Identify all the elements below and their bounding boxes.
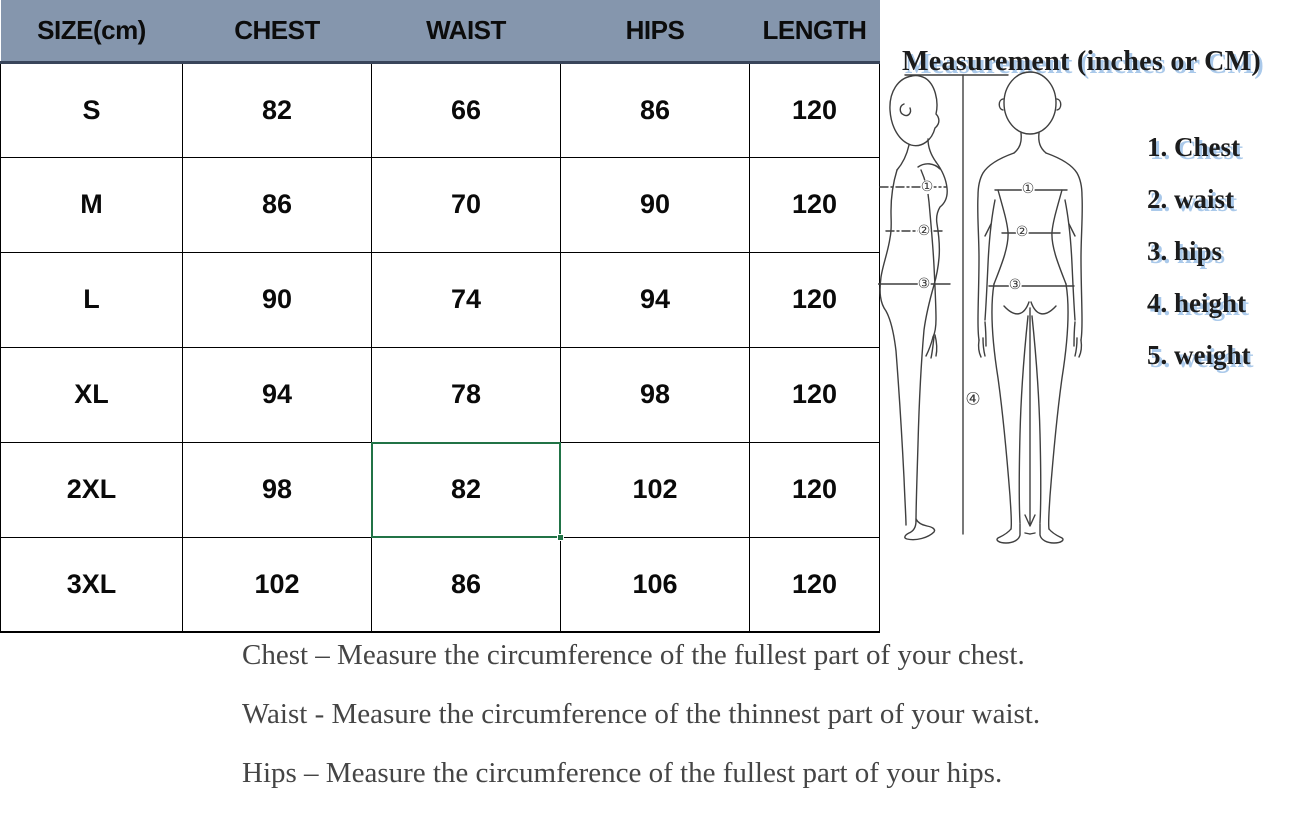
front-figure [978,72,1083,543]
cell-length[interactable]: 120 [750,537,880,632]
col-header-waist: WAIST [372,0,561,62]
cell-waist[interactable]: 86 [372,537,561,632]
cell-chest[interactable]: 102 [183,537,372,632]
list-item-hips: 3. hips [1147,235,1223,266]
measurement-title: Measurement (inches or CM) [902,46,1262,77]
cell-size[interactable]: 3XL [1,537,183,632]
marker-waist-side: ② [917,223,931,239]
list-item-chest: 1. Chest [1147,131,1240,162]
table-row-m [1,157,880,252]
cell-size[interactable]: S [1,62,183,157]
table-row-l [1,252,880,347]
table-row-2xl [1,442,880,537]
cell-hips[interactable]: 94 [561,252,750,347]
cell-chest[interactable]: 90 [183,252,372,347]
cell-size[interactable]: 2XL [1,442,183,537]
table-row-3xl [1,537,880,632]
instruction-hips: Hips – Measure the circumference of the fullest part of your hips. [242,757,1003,789]
marker-chest-side: ① [920,179,934,195]
cell-waist[interactable]: 70 [372,157,561,252]
list-item-height: 4. height [1147,287,1247,318]
cell-size[interactable]: M [1,157,183,252]
cell-chest[interactable]: 94 [183,347,372,442]
marker-chest-front: ① [1021,181,1035,197]
cell-waist[interactable]: 78 [372,347,561,442]
cell-hips[interactable]: 98 [561,347,750,442]
cell-chest[interactable]: 98 [183,442,372,537]
cell-length[interactable]: 120 [750,252,880,347]
selected-cell-value: 82 [450,474,482,504]
measurement-list [1147,121,1251,381]
cell-size[interactable]: L [1,252,183,347]
header-row [1,0,880,62]
cell-hips[interactable]: 106 [561,537,750,632]
marker-height: ④ [965,389,981,410]
body-measurement-diagram [878,66,1106,544]
cell-size[interactable]: XL [1,347,183,442]
cell-hips[interactable]: 102 [561,442,750,537]
selected-cell[interactable] [372,442,561,537]
cell-length[interactable]: 120 [750,442,880,537]
cell-hips[interactable]: 86 [561,62,750,157]
col-header-size: SIZE(cm) [1,0,183,62]
instruction-waist: Waist - Measure the circumference of the thinnest part of your waist. [242,698,1041,730]
col-header-hips: HIPS [561,0,750,62]
cell-chest[interactable]: 86 [183,157,372,252]
cell-length[interactable]: 120 [750,62,880,157]
list-item-waist: 2. waist [1147,183,1234,214]
cell-length[interactable]: 120 [750,157,880,252]
cell-waist[interactable]: 74 [372,252,561,347]
instruction-chest: Chest – Measure the circumference of the fullest part of your chest. [242,639,1025,671]
cell-length[interactable]: 120 [750,347,880,442]
col-header-chest: CHEST [183,0,372,62]
side-figure [878,76,950,540]
table-row-s [1,62,880,157]
fill-handle[interactable] [557,534,564,541]
cell-chest[interactable]: 82 [183,62,372,157]
measuring-instructions [242,626,1040,803]
cell-hips[interactable]: 90 [561,157,750,252]
list-item-weight: 5. weight [1147,339,1251,370]
marker-waist-front: ② [1015,224,1029,240]
marker-hips-side: ③ [917,276,931,292]
table-row-xl [1,347,880,442]
cell-waist[interactable]: 66 [372,62,561,157]
marker-hips-front: ③ [1008,277,1022,293]
col-header-length: LENGTH [750,0,880,62]
